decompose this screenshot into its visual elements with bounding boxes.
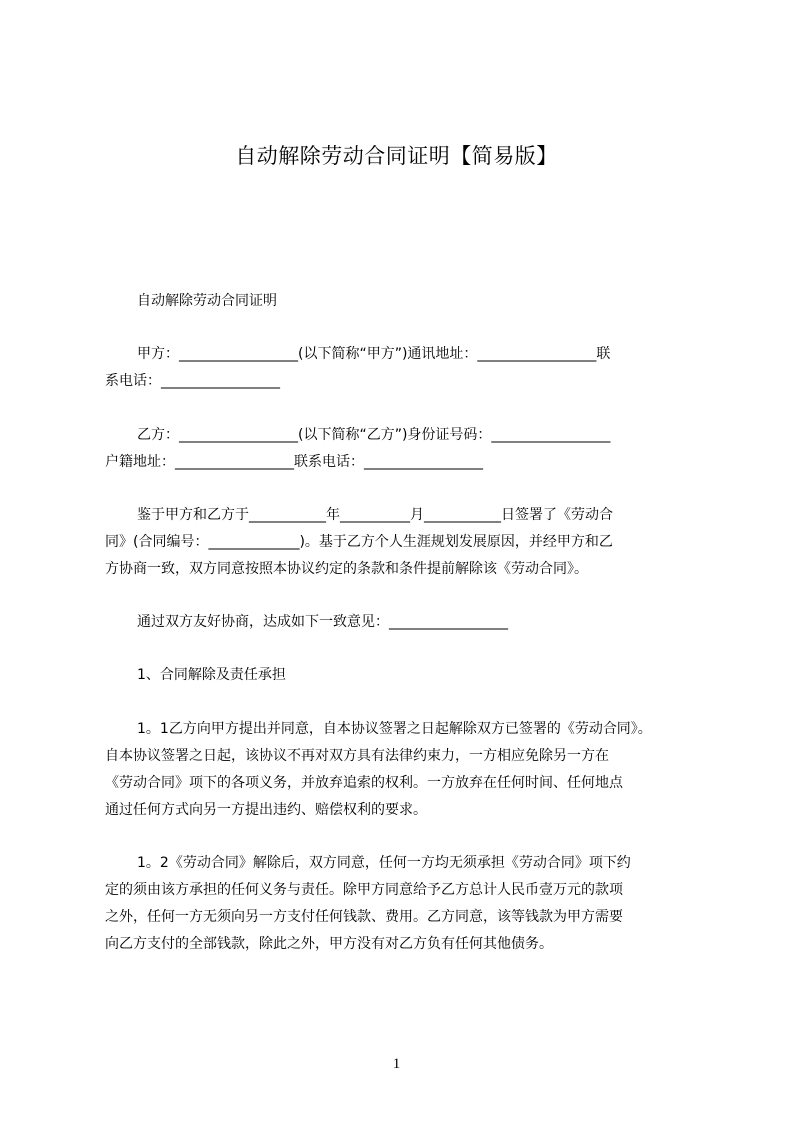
section-heading: 自动解除劳动合同证明 [137, 293, 277, 309]
party-a-line: 甲方：_________________(以下简称“甲方”)通讯地址：_________________联 [137, 346, 611, 362]
clause-1-2-line-1: 1。2《劳动合同》解除后，双方同意，任何一方均无须承担《劳动合同》项下约 [137, 855, 631, 871]
clause-1-1-line-2: 自本协议签署之日起，该协议不再对双方具有法律约束力，一方相应免除另一方在 [105, 748, 609, 764]
whereas-paragraph-line-1: 鉴于甲方和乙方于___________年__________月___________日签署了《劳动合 [137, 507, 613, 523]
clause-1-2-line-4: 向乙方支付的全部钱款，除此之外，甲方没有对乙方负有任何其他债务。 [105, 936, 553, 952]
clause-1-2-line-3: 之外，任何一方无须向另一方支付任何钱款、费用。乙方同意，该等钱款为甲方需要 [105, 909, 623, 925]
clause-1-1-line-4: 通过任何方式向另一方提出违约、赔偿权利的要求。 [105, 802, 427, 818]
whereas-paragraph-line-2: 同》(合同编号：_____________)。基于乙方个人生涯规划发展原因，并经甲方和乙 [105, 534, 613, 550]
document-title: 自动解除劳动合同证明【简易版】 [235, 144, 558, 168]
party-b-address-line: 户籍地址：_________________联系电话：_________________ [105, 454, 483, 470]
clause-1-2-line-2: 定的须由该方承担的任何义务与责任。除甲方同意给予乙方总计人民币壹万元的款项 [105, 882, 623, 898]
party-a-phone-line: 系电话：_________________ [105, 373, 280, 389]
party-b-line: 乙方：_________________(以下简称“乙方”)身份证号码：_________________ [137, 427, 611, 443]
page-number: 1 [392, 1056, 401, 1072]
agreement-intro-line: 通过双方友好协商，达成如下一致意见：_________________ [137, 614, 508, 630]
clause-1-heading: 1、合同解除及责任承担 [137, 667, 286, 683]
clause-1-1-line-1: 1。1乙方向甲方提出并同意，自本协议签署之日起解除双方已签署的《劳动合同》。 [137, 721, 652, 737]
whereas-paragraph-line-3: 方协商一致，双方同意按照本协议约定的条款和条件提前解除该《劳动合同》。 [105, 561, 588, 577]
clause-1-1-line-3: 《劳动合同》项下的各项义务，并放弃追索的权利。一方放弃在任何时间、任何地点 [105, 775, 623, 791]
